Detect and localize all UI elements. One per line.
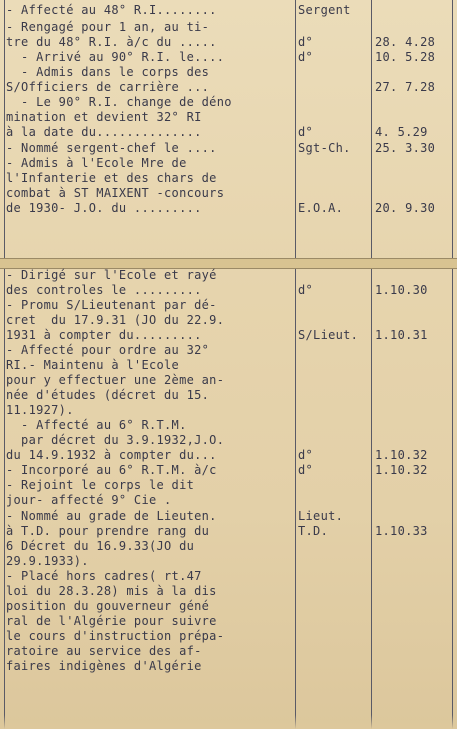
record-row	[0, 358, 457, 372]
entry-text: RI.- Maintenu à l'Ecole	[6, 358, 180, 372]
record-row	[0, 156, 457, 170]
record-row	[0, 418, 457, 432]
record-row	[0, 171, 457, 185]
record-row	[0, 313, 457, 327]
entry-text: ratoire au service des af-	[6, 644, 202, 658]
entry-grade: S/Lieut.	[298, 328, 359, 342]
entry-grade: d°	[298, 35, 314, 49]
entry-text: à T.D. pour prendre rang du	[6, 524, 210, 538]
record-row	[0, 283, 457, 297]
entry-text: faires indigènes d'Algérie	[6, 659, 202, 673]
entry-text: S/Officiers de carrière ...	[6, 80, 210, 94]
entry-text: - Affecté au 6° R.T.M.	[6, 418, 187, 432]
entry-grade: E.O.A.	[298, 201, 344, 215]
entry-text: le cours d'instruction prépa-	[6, 629, 225, 643]
record-row	[0, 186, 457, 200]
record-row	[0, 125, 457, 139]
page-bottom-edge	[0, 715, 457, 729]
entry-grade: Lieut.	[298, 509, 344, 523]
entry-grade: d°	[298, 283, 314, 297]
record-row	[0, 584, 457, 598]
entry-text: - Nommé sergent-chef le ....	[6, 141, 217, 155]
record-row	[0, 141, 457, 155]
entry-date: 4. 5.29	[375, 125, 428, 139]
entry-date: 28. 4.28	[375, 35, 436, 49]
record-row	[0, 388, 457, 402]
record-row	[0, 644, 457, 658]
entry-date: 27. 7.28	[375, 80, 436, 94]
entry-text: 1931 à compter du.........	[6, 328, 202, 342]
entry-text: des controles le .........	[6, 283, 202, 297]
entry-text: née d'études (décret du 15.	[6, 388, 210, 402]
record-row	[0, 298, 457, 312]
record-row	[0, 268, 457, 282]
entry-date: 10. 5.28	[375, 50, 436, 64]
record-row	[0, 569, 457, 583]
entry-date: 1.10.32	[375, 463, 428, 477]
record-row	[0, 629, 457, 643]
entry-text: - Affecté pour ordre au 32°	[6, 343, 210, 357]
entry-grade: d°	[298, 448, 314, 462]
record-row	[0, 80, 457, 94]
record-row	[0, 343, 457, 357]
entry-text: du 14.9.1932 à compter du...	[6, 448, 217, 462]
record-row	[0, 403, 457, 417]
record-row	[0, 35, 457, 49]
entry-text: ral de l'Algérie pour suivre	[6, 614, 217, 628]
record-row	[0, 373, 457, 387]
entry-date: 20. 9.30	[375, 201, 436, 215]
entry-text: 29.9.1933).	[6, 554, 89, 568]
record-row	[0, 110, 457, 124]
entry-text: - Rengagé pour 1 an, au ti-	[6, 20, 210, 34]
record-row	[0, 524, 457, 538]
record-row	[0, 433, 457, 447]
record-row	[0, 65, 457, 79]
entry-text: de 1930- J.O. du .........	[6, 201, 202, 215]
entry-text: - Rejoint le corps le dit	[6, 478, 195, 492]
entry-text: cret du 17.9.31 (JO du 22.9.	[6, 313, 225, 327]
entry-text: pour y effectuer une 2ème an-	[6, 373, 225, 387]
entry-text: 6 Décret du 16.9.33(JO du	[6, 539, 195, 553]
entry-text: jour- affecté 9° Cie .	[6, 493, 172, 507]
entry-grade: Sgt-Ch.	[298, 141, 351, 155]
record-row	[0, 493, 457, 507]
record-row	[0, 328, 457, 342]
entry-grade: d°	[298, 125, 314, 139]
entry-text: - Dirigé sur l'Ecole et rayé	[6, 268, 217, 282]
record-row	[0, 20, 457, 34]
entry-text: - Arrivé au 90° R.I. le....	[6, 50, 225, 64]
entry-date: 1.10.33	[375, 524, 428, 538]
entry-text: - Nommé au grade de Lieuten.	[6, 509, 217, 523]
entry-text: - Admis à l'Ecole Mre de	[6, 156, 187, 170]
entry-date: 1.10.31	[375, 328, 428, 342]
entry-text: l'Infanterie et des chars de	[6, 171, 217, 185]
entry-grade: d°	[298, 463, 314, 477]
entry-date: 25. 3.30	[375, 141, 436, 155]
entry-text: 11.1927).	[6, 403, 74, 417]
entry-date: 1.10.32	[375, 448, 428, 462]
record-row	[0, 539, 457, 553]
entry-text: - Placé hors cadres( rt.47	[6, 569, 202, 583]
record-row	[0, 95, 457, 109]
record-row	[0, 509, 457, 523]
entry-grade: d°	[298, 50, 314, 64]
record-row	[0, 478, 457, 492]
entry-text: mination et devient 32° RI	[6, 110, 202, 124]
record-row	[0, 50, 457, 64]
record-row	[0, 599, 457, 613]
record-row	[0, 554, 457, 568]
entry-text: - Le 90° R.I. change de déno	[6, 95, 232, 109]
entry-text: - Promu S/Lieutenant par dé-	[6, 298, 217, 312]
entry-text: - Incorporé au 6° R.T.M. à/c	[6, 463, 217, 477]
entry-text: par décret du 3.9.1932,J.O.	[6, 433, 225, 447]
entry-grade: T.D.	[298, 524, 329, 538]
record-row	[0, 3, 457, 17]
entry-date: 1.10.30	[375, 283, 428, 297]
entry-text: tre du 48° R.I. à/c du .....	[6, 35, 217, 49]
entry-text: position du gouverneur géné	[6, 599, 210, 613]
record-row	[0, 448, 457, 462]
record-row	[0, 659, 457, 673]
entry-text: - Affecté au 48° R.I........	[6, 3, 217, 17]
entry-text: - Admis dans le corps des	[6, 65, 210, 79]
entry-text: loi du 28.3.28) mis à la dis	[6, 584, 217, 598]
entry-grade: Sergent	[298, 3, 351, 17]
record-row	[0, 463, 457, 477]
record-row	[0, 201, 457, 215]
entry-text: combat à ST MAIXENT -concours	[6, 186, 225, 200]
record-row	[0, 614, 457, 628]
entry-text: à la date du..............	[6, 125, 202, 139]
